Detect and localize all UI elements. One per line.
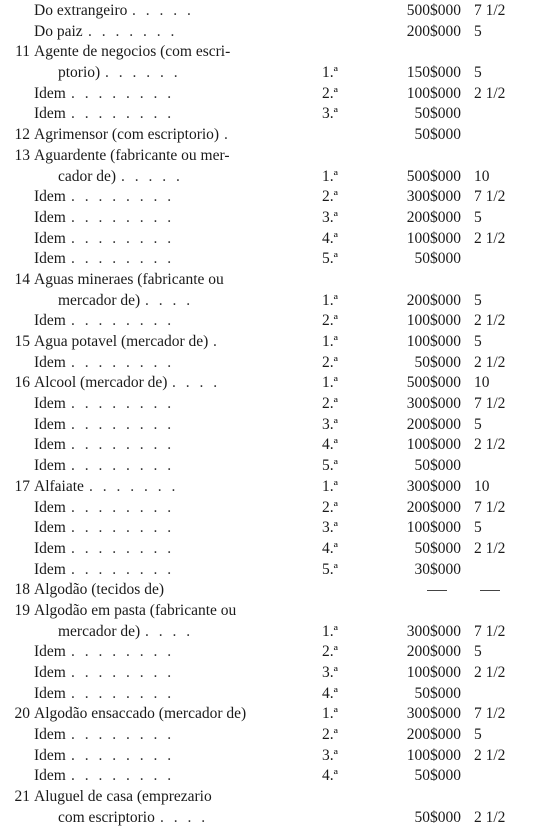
leader-dots: . . . . .: [132, 2, 194, 19]
item-description: Agente de negocios (com escri-: [34, 43, 231, 61]
table-row: [0, 311, 538, 332]
table-row: [0, 435, 538, 456]
class-ordinal: 1.ª: [322, 374, 338, 392]
leader-dots: . . . . . . . .: [71, 84, 175, 102]
item-description: Idem: [34, 519, 66, 537]
class-ordinal: 4.ª: [322, 436, 338, 454]
leader-dots: . . . .: [145, 622, 194, 640]
item-number: 14: [14, 270, 30, 288]
percentage: 2 1/2: [474, 539, 506, 557]
percentage: 2 1/2: [474, 312, 506, 330]
item-number: 16: [14, 374, 30, 392]
table-row: [0, 146, 538, 167]
class-ordinal: 5.ª: [322, 457, 338, 475]
percentage: 5: [474, 208, 482, 226]
table-row: [0, 1, 538, 22]
table-row: [0, 353, 538, 374]
item-description: Idem: [34, 767, 66, 785]
tax-amount: 200$000: [406, 291, 461, 309]
table-row: [0, 498, 538, 519]
item-description: Agrimensor (com escriptorio): [34, 126, 220, 144]
table-row: [0, 684, 538, 705]
table-row: [0, 663, 538, 684]
item-description: Idem: [34, 415, 66, 433]
tax-amount: 200$000: [406, 208, 461, 226]
table-row: [0, 125, 538, 146]
tax-amount: 500$000: [406, 167, 461, 185]
item-description: Aluguel de casa (emprezario: [34, 788, 212, 806]
item-description: Agua potavel (mercador de): [34, 333, 209, 350]
percentage: 7 1/2: [474, 498, 506, 516]
item-number: 12: [14, 126, 30, 144]
percentage: 2 1/2: [474, 353, 506, 371]
percentage: 5: [474, 333, 482, 350]
tax-amount: 300$000: [406, 622, 461, 640]
tax-amount: 100$000: [406, 746, 461, 764]
leader-dots: . . . . .: [121, 167, 183, 185]
class-ordinal: 2.ª: [322, 188, 338, 206]
table-row: [0, 580, 538, 601]
class-ordinal: 4.ª: [322, 539, 338, 557]
item-number: 15: [14, 333, 30, 350]
tax-amount: 300$000: [406, 395, 461, 413]
item-description: Alfaiate: [34, 477, 84, 495]
item-description: mercador de): [58, 622, 141, 640]
tax-amount: 50$000: [414, 539, 461, 557]
leader-dots: . . . . . . . .: [71, 643, 175, 661]
dash-mark: [427, 590, 447, 591]
tax-amount: 50$000: [414, 250, 461, 268]
percentage: 5: [474, 519, 482, 537]
table-row: [0, 518, 538, 539]
percentage: 5: [474, 726, 482, 744]
item-description: Idem: [34, 684, 66, 702]
leader-dots: . . . . . . . .: [71, 664, 175, 681]
leader-dots: . . . . . . . .: [71, 560, 175, 578]
item-description: Idem: [34, 105, 66, 123]
leader-dots: . . . . . . . .: [71, 767, 175, 785]
table-row: [0, 787, 538, 808]
table-row: [0, 704, 538, 725]
item-description: Idem: [34, 353, 66, 371]
class-ordinal: 3.ª: [322, 105, 338, 123]
leader-dots: . . . . . . . .: [71, 188, 175, 206]
table-row: [0, 394, 538, 415]
class-ordinal: 3.ª: [322, 519, 338, 537]
item-description: Algodão em pasta (fabricante ou: [34, 601, 237, 619]
table-row: [0, 208, 538, 229]
tax-amount: 500$000: [406, 2, 461, 19]
table-row: [0, 725, 538, 746]
class-ordinal: 3.ª: [322, 664, 338, 681]
item-description: Idem: [34, 664, 66, 681]
table-row: [0, 746, 538, 767]
percentage: 5: [474, 64, 482, 82]
percentage: 2 1/2: [474, 229, 506, 247]
leader-dots: . . . . . . . .: [71, 539, 175, 557]
table-row: [0, 63, 538, 84]
dash-mark: [480, 590, 500, 591]
tax-amount: 200$000: [406, 726, 461, 744]
percentage: 10: [474, 167, 490, 185]
item-number: 18: [14, 581, 30, 599]
percentage: 2 1/2: [474, 436, 506, 454]
leader-dots: . . . . . . . .: [71, 105, 175, 123]
item-description: Idem: [34, 539, 66, 557]
table-row: [0, 808, 538, 829]
leader-dots: . . . . . . . .: [71, 229, 175, 247]
tax-amount: [383, 580, 461, 601]
percentage: 2 1/2: [474, 664, 506, 681]
table-row: [0, 22, 538, 43]
table-row: [0, 332, 538, 353]
class-ordinal: 2.ª: [322, 84, 338, 102]
table-row: [0, 104, 538, 125]
class-ordinal: 3.ª: [322, 746, 338, 764]
tax-amount: 100$000: [406, 229, 461, 247]
item-description: Algodão ensaccado (mercador de): [34, 705, 247, 723]
percentage: 10: [474, 477, 490, 495]
tax-amount: 100$000: [406, 84, 461, 102]
class-ordinal: 2.ª: [322, 643, 338, 661]
tax-amount: 50$000: [414, 684, 461, 702]
leader-dots: . . . .: [145, 291, 194, 309]
class-ordinal: 3.ª: [322, 208, 338, 226]
leader-dots: . . . . . . . .: [71, 519, 175, 537]
tax-amount: 50$000: [414, 457, 461, 475]
class-ordinal: 2.ª: [322, 312, 338, 330]
leader-dots: . . . . . . .: [89, 477, 179, 495]
leader-dots: . . . . . . . .: [71, 746, 175, 764]
table-row: [0, 373, 538, 394]
percentage: [474, 580, 500, 601]
tax-amount: 50$000: [414, 808, 461, 826]
leader-dots: . . . . . . . .: [71, 726, 175, 744]
table-row: [0, 477, 538, 498]
leader-dots: . . . . . . . .: [71, 684, 175, 702]
leader-dots: . . . . . . . .: [71, 498, 175, 516]
tax-amount: 100$000: [406, 664, 461, 681]
item-description: Idem: [34, 208, 66, 226]
item-description: Aguas mineraes (fabricante ou: [34, 270, 224, 288]
leader-dots: . . . . . . . .: [71, 457, 175, 475]
tax-amount: 500$000: [406, 374, 461, 392]
class-ordinal: 1.ª: [322, 477, 338, 495]
class-ordinal: 2.ª: [322, 353, 338, 371]
tax-amount: 100$000: [406, 333, 461, 350]
tax-amount: 200$000: [406, 22, 461, 40]
class-ordinal: 1.ª: [322, 167, 338, 185]
tax-amount: 50$000: [414, 353, 461, 371]
tax-amount: 50$000: [414, 105, 461, 123]
tax-schedule-table: [0, 1, 538, 829]
tax-amount: 100$000: [406, 312, 461, 330]
table-row: [0, 539, 538, 560]
item-description: com escriptorio: [58, 808, 155, 826]
item-description: Aguardente (fabricante ou mer-: [34, 146, 230, 164]
tax-amount: 200$000: [406, 643, 461, 661]
item-description: Do paiz: [34, 22, 83, 40]
leader-dots: . . . . . . . .: [71, 395, 175, 413]
tax-amount: 300$000: [406, 477, 461, 495]
table-row: [0, 84, 538, 105]
item-number: 20: [14, 705, 30, 723]
table-row: [0, 229, 538, 250]
item-description: mercador de): [58, 291, 141, 309]
table-row: [0, 167, 538, 188]
leader-dots: . . . .: [160, 808, 209, 826]
percentage: 7 1/2: [474, 395, 506, 413]
tax-amount: 200$000: [406, 415, 461, 433]
tax-amount: 200$000: [406, 498, 461, 516]
class-ordinal: 2.ª: [322, 498, 338, 516]
percentage: 2 1/2: [474, 746, 506, 764]
item-number: 11: [15, 43, 30, 61]
percentage: 7 1/2: [474, 188, 506, 206]
table-row: [0, 249, 538, 270]
leader-dots: . . . . . .: [105, 64, 181, 82]
table-row: [0, 622, 538, 643]
table-row: [0, 42, 538, 63]
percentage: 5: [474, 643, 482, 661]
class-ordinal: 1.ª: [322, 622, 338, 640]
item-description: Alcool (mercador de): [34, 374, 168, 392]
percentage: 10: [474, 374, 490, 392]
item-description: ptorio): [58, 64, 101, 82]
class-ordinal: 2.ª: [322, 726, 338, 744]
table-row: [0, 415, 538, 436]
item-description: Idem: [34, 436, 66, 454]
leader-dots: . . . . . . . .: [71, 250, 175, 268]
table-row: [0, 642, 538, 663]
tax-amount: 30$000: [414, 560, 461, 578]
class-ordinal: 5.ª: [322, 560, 338, 578]
item-description: Algodão (tecidos de): [34, 581, 164, 599]
leader-dots: . . . . . . . .: [71, 436, 175, 454]
table-row: [0, 601, 538, 622]
percentage: 2 1/2: [474, 808, 506, 826]
table-row: [0, 456, 538, 477]
table-row: [0, 291, 538, 312]
percentage: 7 1/2: [474, 622, 506, 640]
class-ordinal: 3.ª: [322, 415, 338, 433]
item-number: 21: [14, 788, 30, 806]
class-ordinal: 5.ª: [322, 250, 338, 268]
class-ordinal: 1.ª: [322, 333, 338, 350]
item-description: Idem: [34, 726, 66, 744]
class-ordinal: 1.ª: [322, 291, 338, 309]
percentage: 7 1/2: [474, 2, 506, 19]
table-row: [0, 560, 538, 581]
item-number: 17: [14, 477, 30, 495]
item-description: Idem: [34, 498, 66, 516]
leader-dots: . . . . . . . .: [71, 312, 175, 330]
leader-dots: . . . .: [172, 374, 221, 392]
item-number: 19: [14, 601, 30, 619]
class-ordinal: 1.ª: [322, 705, 338, 723]
item-description: Idem: [34, 395, 66, 413]
item-description: Idem: [34, 457, 66, 475]
class-ordinal: 2.ª: [322, 395, 338, 413]
tax-amount: 300$000: [406, 188, 461, 206]
leader-dots: .: [213, 333, 220, 350]
table-row: [0, 187, 538, 208]
percentage: 2 1/2: [474, 84, 506, 102]
leader-dots: . . . . . . . .: [71, 208, 175, 226]
tax-amount: 100$000: [406, 519, 461, 537]
leader-dots: . . . . . . . .: [71, 415, 175, 433]
item-description: Idem: [34, 188, 66, 206]
item-description: Idem: [34, 560, 66, 578]
tax-amount: 50$000: [414, 126, 461, 144]
table-row: [0, 270, 538, 291]
item-number: 13: [14, 146, 30, 164]
tax-amount: 100$000: [406, 436, 461, 454]
percentage: 5: [474, 291, 482, 309]
item-description: Idem: [34, 229, 66, 247]
percentage: 7 1/2: [474, 705, 506, 723]
percentage: 5: [474, 415, 482, 433]
table-row: [0, 766, 538, 787]
item-description: Idem: [34, 250, 66, 268]
tax-amount: 300$000: [406, 705, 461, 723]
item-description: cador de): [58, 167, 117, 185]
percentage: 5: [474, 22, 482, 40]
item-description: Idem: [34, 643, 66, 661]
item-description: Idem: [34, 84, 66, 102]
class-ordinal: 4.ª: [322, 229, 338, 247]
leader-dots: .: [224, 126, 231, 144]
class-ordinal: 4.ª: [322, 767, 338, 785]
item-description: Idem: [34, 746, 66, 764]
item-description: Do extrangeiro: [34, 2, 128, 19]
item-description: Idem: [34, 312, 66, 330]
leader-dots: . . . . . . . .: [71, 353, 175, 371]
leader-dots: . . . . . . .: [88, 22, 178, 40]
tax-amount: 50$000: [414, 767, 461, 785]
class-ordinal: 1.ª: [322, 64, 338, 82]
class-ordinal: 4.ª: [322, 684, 338, 702]
tax-amount: 150$000: [406, 64, 461, 82]
